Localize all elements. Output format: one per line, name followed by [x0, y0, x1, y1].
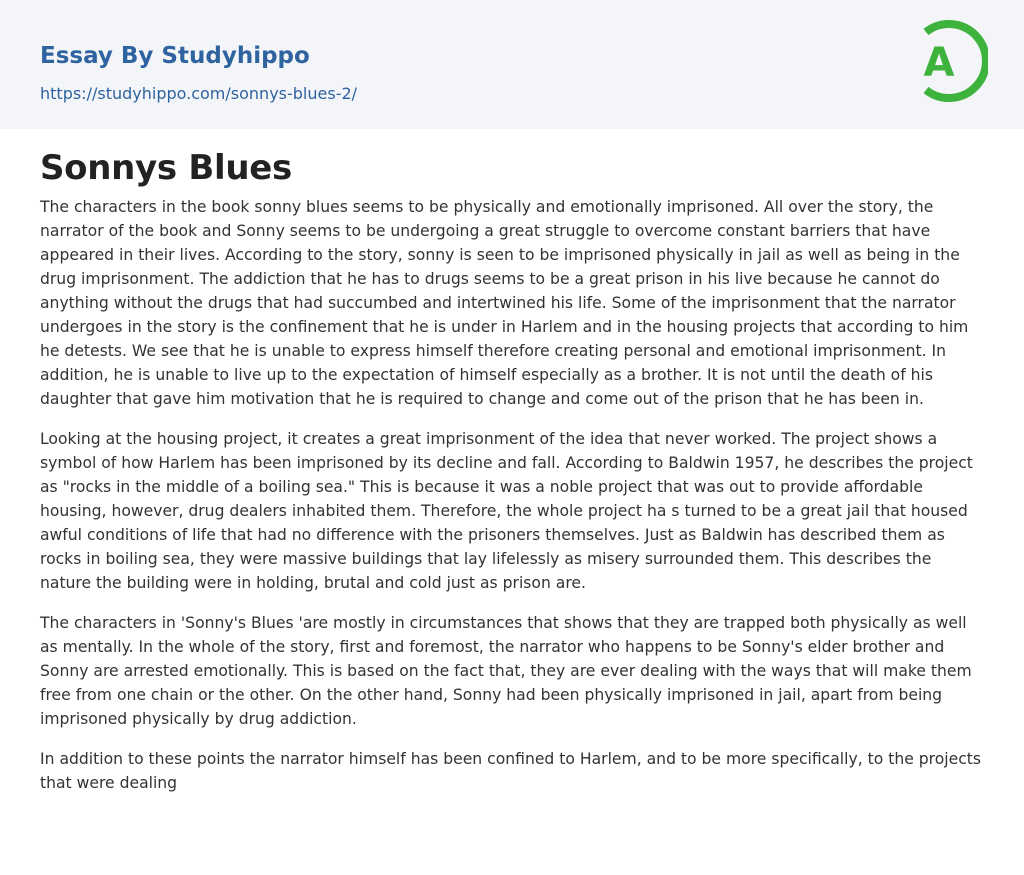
article-paragraph-2: Looking at the housing project, it creates a great imprisonment of the idea that never worked. The project shows a symbol of how Harlem has been imprisoned by its decline and fall. According to Baldwin 1957, he describes the project as "rocks in the middle of a boiling sea." This is because it was a noble project that was out to provide affordable housing, however, drug dealers inhabited them. Therefore, the whole project ha s turned to be a great jail that housed awful conditions of life that had no difference with the prisoners themselves. Just as Baldwin has described them as rocks in boiling sea, they were massive buildings that lay lifelessly as misery surrounded them. This describes the nature the building were in holding, brutal and cold just as prison are.	[40, 430, 973, 592]
site-header	[0, 0, 1024, 129]
article-paragraph-4: In addition to these points the narrator himself has been confined to Harlem, and to be more specifically, to the projects that were dealing	[40, 750, 982, 792]
brand-title: Essay By Studyhippo	[40, 43, 310, 69]
page-title: Sonnys Blues	[40, 148, 292, 188]
article-content	[0, 129, 1024, 795]
article-paragraph-1: The characters in the book sonny blues seems to be physically and emotionally imprisoned. All over the story, the narrator of the book and Sonny seems to be undergoing a great struggle to overcome constant barriers that have appeared in their lives. According to the story, sonny is seen to be imprisoned physically in jail as well as being in the drug imprisonment. The addiction that he has to drugs seems to be a great prison in his live because he cannot do anything without the drugs that had succumbed and intertwined his life. Some of the imprisonment that the narrator undergoes in the story is the confinement that he is under in Harlem and in the housing projects that according to him he detests. We see that he is unable to express himself therefore creating personal and emotional imprisonment. In addition, he is unable to live up to the expectation of himself especially as a brother. It is not until the death of his daughter that gave him motivation that he is required to change and come out of the prison that he has been in.	[40, 198, 969, 408]
studyhippo-logo-icon[interactable]	[912, 18, 988, 106]
article-paragraph-3: The characters in 'Sonny's Blues 'are mostly in circumstances that shows that they are trapped both physically as well as mentally. In the whole of the story, first and foremost, the narrator who happens to be Sonny's elder brother and Sonny are arrested emotionally. This is based on the fact that, they are ever dealing with the ways that will make them free from one chain or the other. On the other hand, Sonny had been physically imprisoned in jail, apart from being imprisoned physically by drug addiction.	[40, 614, 972, 728]
source-url-link[interactable]: https://studyhippo.com/sonnys-blues-2/	[40, 84, 358, 103]
logo-letter: A	[923, 40, 955, 86]
